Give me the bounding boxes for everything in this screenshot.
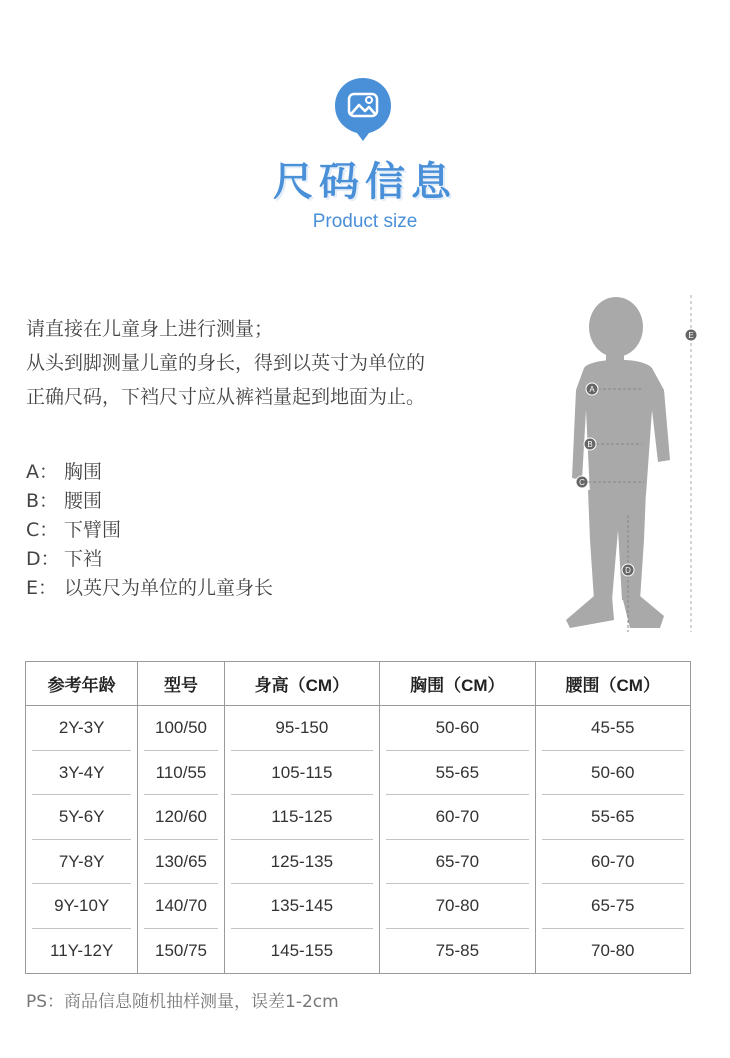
table-row xyxy=(26,706,691,751)
cell-age: 2Y-3Y xyxy=(26,706,138,751)
cell-age: 3Y-4Y xyxy=(26,751,138,796)
marker-a xyxy=(586,383,598,395)
table-row xyxy=(26,884,691,929)
cell-height: 145-155 xyxy=(224,929,379,974)
marker-d xyxy=(622,564,634,576)
header-age: 参考年龄 xyxy=(26,662,138,706)
table-row xyxy=(26,840,691,885)
header-height: 身高（CM） xyxy=(224,662,379,706)
page-subtitle: Product size xyxy=(312,211,418,232)
cell-model: 110/55 xyxy=(138,751,224,796)
measurement-legend xyxy=(26,458,273,603)
cell-waist: 55-65 xyxy=(535,795,690,840)
cell-age: 9Y-10Y xyxy=(26,884,138,929)
cell-model: 150/75 xyxy=(138,929,224,974)
table-row xyxy=(26,751,691,796)
child-silhouette-figure xyxy=(560,290,710,640)
marker-label: B xyxy=(587,440,593,449)
cell-chest: 60-70 xyxy=(380,795,535,840)
cell-model: 120/60 xyxy=(138,795,224,840)
cell-height: 105-115 xyxy=(224,751,379,796)
table-row xyxy=(26,795,691,840)
marker-c xyxy=(576,476,588,488)
cell-height: 135-145 xyxy=(224,884,379,929)
instruction-line: 请直接在儿童身上进行测量； xyxy=(26,318,274,340)
legend-item-a: A： 胸围 xyxy=(26,461,103,483)
table-row xyxy=(26,929,691,974)
header-model: 型号 xyxy=(138,662,224,706)
cell-chest: 70-80 xyxy=(380,884,535,929)
header-chest: 胸围（CM） xyxy=(380,662,535,706)
cell-waist: 70-80 xyxy=(535,929,690,974)
page-title: 尺码信息 xyxy=(273,159,457,205)
cell-age: 7Y-8Y xyxy=(26,840,138,885)
cell-height: 115-125 xyxy=(224,795,379,840)
legend-item-b: B： 腰围 xyxy=(26,490,103,512)
footnote: PS：商品信息随机抽样测量，误差1-2cm xyxy=(26,992,339,1012)
marker-label: C xyxy=(579,478,585,487)
cell-waist: 50-60 xyxy=(535,751,690,796)
size-table xyxy=(25,661,691,974)
marker-b xyxy=(584,438,596,450)
legend-item-c: C： 下臂围 xyxy=(26,519,122,541)
cell-height: 95-150 xyxy=(224,706,379,751)
instruction-line: 从头到脚测量儿童的身长，得到以英寸为单位的 xyxy=(26,352,426,374)
header-waist: 腰围（CM） xyxy=(535,662,690,706)
cell-age: 5Y-6Y xyxy=(26,795,138,840)
legend-item-d: D： 下裆 xyxy=(26,548,103,570)
instruction-line: 正确尺码，下裆尺寸应从裤裆量起到地面为止。 xyxy=(26,386,426,408)
marker-label: E xyxy=(688,331,694,340)
image-pin-icon xyxy=(333,76,393,142)
cell-age: 11Y-12Y xyxy=(50,940,114,960)
cell-waist: 45-55 xyxy=(535,706,690,751)
cell-waist: 65-75 xyxy=(535,884,690,929)
cell-height: 125-135 xyxy=(224,840,379,885)
cell-chest: 65-70 xyxy=(380,840,535,885)
cell-model: 140/70 xyxy=(138,884,224,929)
cell-chest: 75-85 xyxy=(380,929,535,974)
cell-chest: 50-60 xyxy=(380,706,535,751)
table-header-row xyxy=(26,662,691,706)
cell-model: 130/65 xyxy=(138,840,224,885)
cell-chest: 55-65 xyxy=(380,751,535,796)
marker-label: A xyxy=(589,385,595,394)
cell-model: 100/50 xyxy=(138,706,224,751)
marker-label: D xyxy=(625,566,631,575)
measurement-instructions xyxy=(26,312,425,414)
cell-waist: 60-70 xyxy=(535,840,690,885)
marker-e xyxy=(685,329,697,341)
legend-item-e: E： 以英尺为单位的儿童身长 xyxy=(26,577,274,599)
